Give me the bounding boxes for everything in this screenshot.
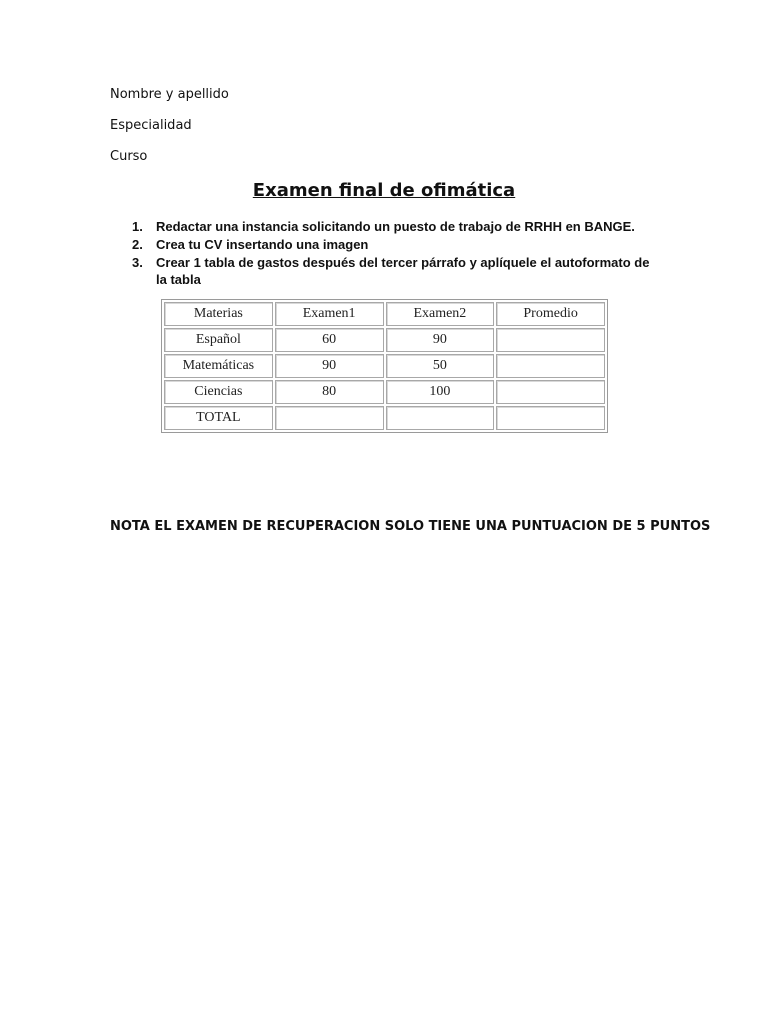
table-row [164,354,605,378]
specialty-field-label: Especialidad [110,118,192,133]
table-row [164,328,605,352]
exam1-cell: 80 [275,380,384,404]
exam2-cell: 90 [386,328,495,352]
subject-cell: Matemáticas [164,354,273,378]
subject-cell: Español [164,328,273,352]
exam1-cell [275,406,384,430]
task-number: 2. [132,237,143,252]
header-cell-average: Promedio [496,302,605,326]
task-list [132,218,652,289]
exam2-cell [386,406,495,430]
task-number: 3. [132,255,143,270]
task-text: Crear 1 tabla de gastos después del tercer párrafo y aplíquele el autoformato de la tabla [156,255,650,287]
task-item [132,254,652,288]
total-label-cell: TOTAL [164,406,273,430]
exam2-cell: 100 [386,380,495,404]
task-number: 1. [132,219,143,234]
document-title: Examen final de ofimática [252,180,516,201]
task-item [132,236,652,253]
table-row [164,380,605,404]
task-text: Crea tu CV insertando una imagen [156,237,369,252]
table-header-row [164,302,605,326]
average-cell [496,354,605,378]
average-cell [496,380,605,404]
subject-cell: Ciencias [164,380,273,404]
course-field-label: Curso [110,149,148,164]
header-cell-subjects: Materias [164,302,273,326]
task-text: Redactar una instancia solicitando un puesto de trabajo de RRHH en BANGE. [156,219,635,234]
exam-note: NOTA EL EXAMEN DE RECUPERACION SOLO TIENE UNA PUNTUACION DE 5 PUNTOS [110,519,711,534]
exam1-cell: 60 [275,328,384,352]
exam1-cell: 90 [275,354,384,378]
header-cell-exam1: Examen1 [275,302,384,326]
exam2-cell: 50 [386,354,495,378]
table-row-total [164,406,605,430]
grades-table [161,299,608,433]
task-item [132,218,652,235]
average-cell [496,406,605,430]
header-cell-exam2: Examen2 [386,302,495,326]
name-field-label: Nombre y apellido [110,87,229,102]
average-cell [496,328,605,352]
